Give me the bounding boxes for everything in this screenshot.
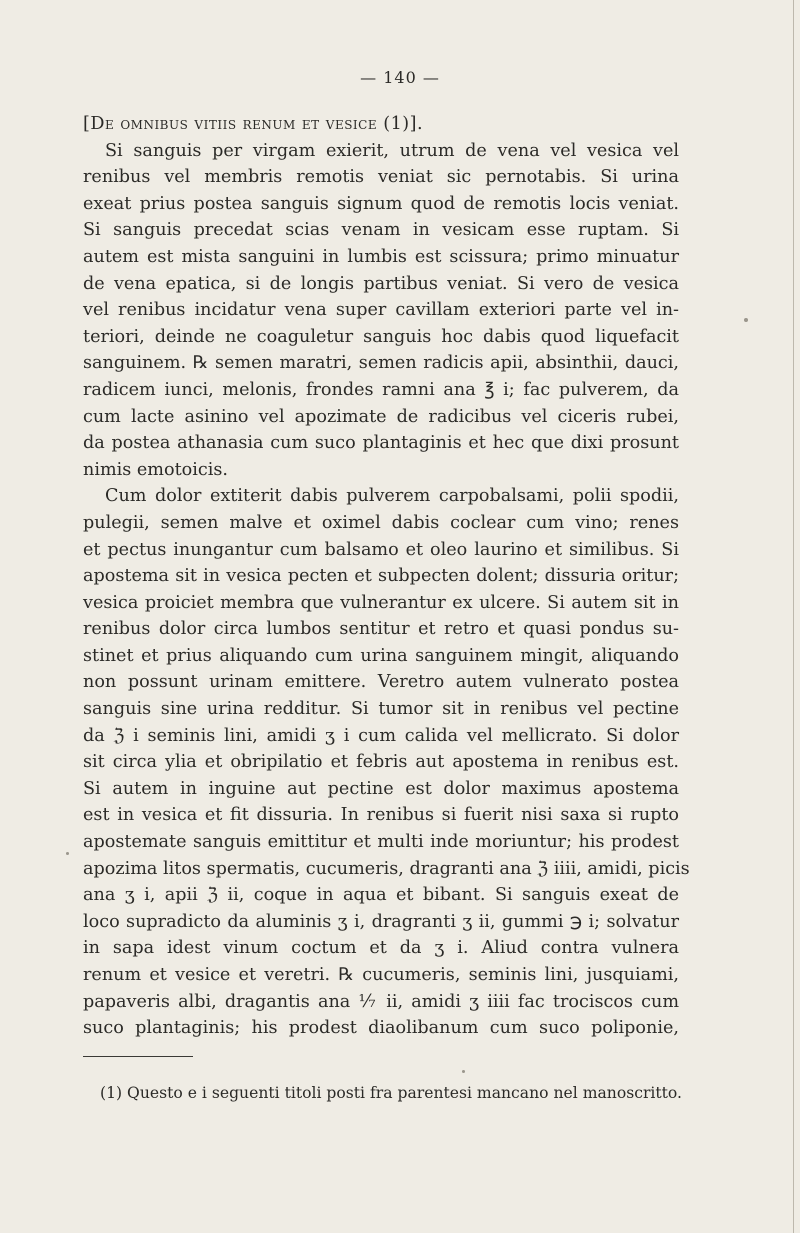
text-line: vesica proiciet membra que vulnerantur ex ulcere. Si autem sit in <box>83 592 679 613</box>
text-line: de vena epatica, si de longis partibus veniat. Si vero de vesica <box>83 273 679 294</box>
text-line: da postea athanasia cum suco plantaginis et hec que dixi prosunt <box>83 433 679 454</box>
text-line: Si sanguis per virgam exierit, utrum de vena vel vesica vel <box>105 140 679 161</box>
text-line: ana ʒ i, apii ℨ ii, coque in aqua et bibant. Si sanguis exeat de <box>83 885 679 906</box>
text-line: vel renibus incidatur vena super cavillam exteriori parte vel in- <box>83 300 679 321</box>
text-line: da ℨ i seminis lini, amidi ʒ i cum calida vel mellicrato. Si dolor <box>83 725 679 746</box>
text-line: papaveris albi, dragantis ana ⅐ ii, amidi ʒ iiii fac trociscos cum <box>83 991 679 1012</box>
text-line: sanguis sine urina redditur. Si tumor sit in renibus vel pectine <box>83 699 679 720</box>
text-line: est in vesica et fit dissuria. In renibus si fuerit nisi saxa si rupto <box>83 805 679 826</box>
text-line: apozima litos spermatis, cucumeris, dragranti ana ℨ iiii, amidi, picis <box>83 858 690 879</box>
body-lines <box>83 138 690 1042</box>
text-line: autem est mista sanguini in lumbis est scissura; primo minuatur <box>83 246 679 267</box>
scan-speck <box>66 852 69 855</box>
page-number: — 140 — <box>360 68 440 87</box>
main-text <box>83 111 690 1042</box>
text-line: Si autem in inguine aut pectine est dolor maximus apostema <box>83 778 679 799</box>
text-line: renum et vesice et veretri. ℞ cucumeris, seminis lini, jusquiami, <box>83 965 679 985</box>
text-line: suco plantaginis; his prodest diaolibanum cum suco poliponie, <box>83 1018 679 1039</box>
scan-edge-line <box>793 0 794 1233</box>
text-line: sanguinem. ℞ semen maratri, semen radicis apii, absinthii, dauci, <box>83 353 679 374</box>
text-line: apostema sit in vesica pecten et subpecten dolent; dissuria oritur; <box>83 566 679 587</box>
text-line: teriori, deinde ne coaguletur sanguis hoc dabis quod liquefacit <box>83 326 679 347</box>
text-line: Cum dolor extiterit dabis pulverem carpobalsami, polii spodii, <box>105 486 679 507</box>
text-line: loco supradicto da aluminis ʒ i, dragranti ʒ ii, gummi ℈ i; solvatur <box>83 911 679 932</box>
footnote-rule <box>83 1056 193 1057</box>
scan-speck <box>462 1070 465 1073</box>
text-line: renibus dolor circa lumbos sentitur et retro et quasi pondus su- <box>83 619 679 640</box>
text-line: in sapa idest vinum coctum et da ʒ i. Aliud contra vulnera <box>83 938 679 959</box>
text-line: Si sanguis precedat scias venam in vesicam esse ruptam. Si <box>83 220 679 241</box>
text-line: sit circa ylia et obripilatio et febris aut apostema in renibus est. <box>83 752 679 773</box>
section-heading: [De omnibus vitiis renum et vesice (1)]. <box>83 114 424 134</box>
text-line: nimis emotoicis. <box>83 459 228 480</box>
text-line: radicem iunci, melonis, frondes ramni ana ℥ i; fac pulverem, da <box>83 379 679 400</box>
text-line: renibus vel membris remotis veniat sic pernotabis. Si urina <box>83 167 679 188</box>
footnote: (1) Questo e i seguenti titoli posti fra parentesi mancano nel manoscritto. <box>100 1084 682 1102</box>
text-line: et pectus inungantur cum balsamo et oleo laurino et similibus. Si <box>83 539 679 560</box>
text-line: stinet et prius aliquando cum urina sanguinem mingit, aliquando <box>83 645 679 666</box>
scan-speck <box>744 318 748 322</box>
text-line: apostemate sanguis emittitur et multi inde moriuntur; his prodest <box>83 832 679 853</box>
text-line: exeat prius postea sanguis signum quod de remotis locis veniat. <box>83 193 679 214</box>
text-line: pulegii, semen malve et oximel dabis coclear cum vino; renes <box>83 512 679 533</box>
text-line: cum lacte asinino vel apozimate de radicibus vel ciceris rubei, <box>83 406 679 427</box>
text-line: non possunt urinam emittere. Veretro autem vulnerato postea <box>83 672 679 693</box>
